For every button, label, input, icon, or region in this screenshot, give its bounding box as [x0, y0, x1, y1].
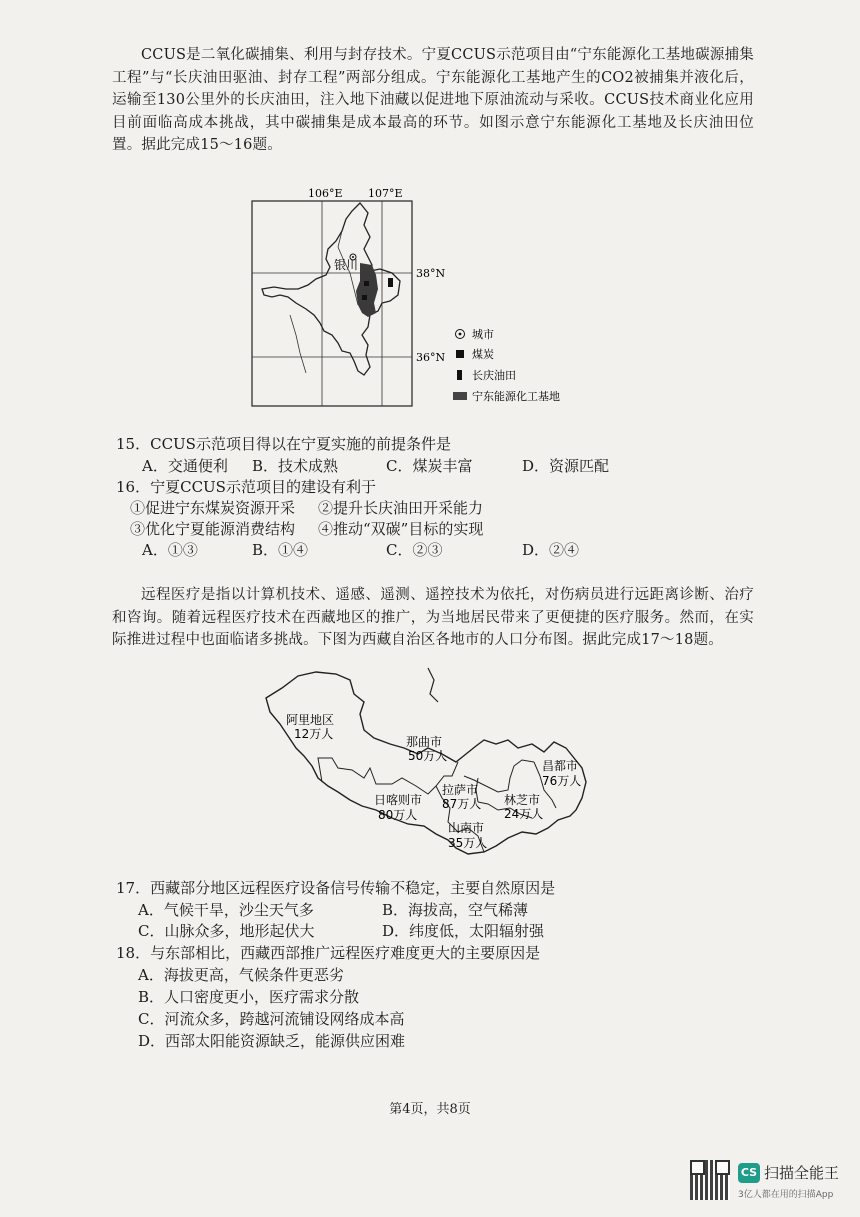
region-lhokha-name: 山南市 — [448, 821, 485, 835]
q18-option-a[interactable]: A．海拔更高，气候条件更恶劣 — [138, 966, 344, 984]
q17-stem: 17．西藏部分地区远程医疗设备信号传输不稳定，主要自然原因是 — [116, 879, 556, 897]
q16-option-d[interactable]: D．②④ — [522, 541, 580, 559]
region-chamdo-pop: 76万人 — [542, 774, 582, 788]
qr-code-icon — [690, 1160, 730, 1200]
q17-option-c[interactable]: C．山脉众多，地形起伏大 — [138, 922, 315, 940]
tibet-population-map — [252, 658, 602, 858]
q15-option-c[interactable]: C．煤炭丰富 — [386, 457, 473, 475]
coal-symbol — [364, 281, 369, 286]
legend-coal-icon — [456, 350, 464, 358]
region-ngari-name: 阿里地区 — [286, 713, 335, 727]
region-chamdo-name: 昌都市 — [542, 759, 579, 773]
legend-oilfield-label: 长庆油田 — [472, 369, 516, 382]
q15-option-a[interactable]: A．交通便利 — [142, 457, 228, 475]
q17-option-a[interactable]: A．气候干旱，沙尘天气多 — [138, 901, 314, 919]
legend-oilfield-icon — [457, 370, 462, 380]
passage-telemedicine-text: 远程医疗是指以计算机技术、遥感、遥测、遥控技术为依托，对伤病员进行远距离诊断、治疗和咨询。随着远程医疗技术在西藏地区的推广，为当地居民带来了更便捷的医疗服务。然而，在实际推进过程中也面临诸多挑战。下图为西藏自治区各地市的人口分布图。据此完成17～18题。 — [112, 587, 754, 648]
camscanner-tagline: 3亿人都在用的扫描App — [738, 1190, 834, 1200]
coal-symbol — [362, 295, 367, 300]
yinchuan-label: 银川 — [334, 258, 359, 272]
q16-statement-2: ②提升长庆油田开采能力 — [318, 499, 484, 517]
map-frame — [252, 201, 412, 406]
q15-option-b[interactable]: B．技术成熟 — [252, 457, 339, 475]
q18-option-c[interactable]: C．河流众多，跨越河流铺设网络成本高 — [138, 1010, 405, 1028]
legend-base-icon — [453, 392, 467, 400]
lat-38-label: 38°N — [416, 267, 446, 280]
legend-base-label: 宁东能源化工基地 — [472, 390, 560, 403]
q16-option-a[interactable]: A．①③ — [142, 541, 198, 559]
ningdong-base-area — [356, 263, 378, 317]
q16-statement-1: ①促进宁东煤炭资源开采 — [130, 499, 296, 517]
scanner-watermark — [690, 1160, 850, 1204]
passage-telemedicine — [112, 584, 754, 652]
q18-option-d[interactable]: D．西部太阳能资源缺乏，能源供应困难 — [138, 1032, 406, 1050]
ningxia-outline — [262, 203, 400, 375]
q18-stem: 18．与东部相比，西藏西部推广远程医疗难度更大的主要原因是 — [116, 944, 541, 962]
region-lhasa-name: 拉萨市 — [442, 783, 479, 797]
q16-stem: 16．宁夏CCUS示范项目的建设有利于 — [116, 478, 376, 496]
region-nyingchi-pop: 24万人 — [504, 807, 544, 821]
q16-statement-3: ③优化宁夏能源消费结构 — [130, 520, 296, 538]
region-lhasa-pop: 87万人 — [442, 797, 482, 811]
lat-36-label: 36°N — [416, 351, 446, 364]
lon-107-label: 107°E — [368, 187, 403, 200]
passage-ccus — [112, 44, 754, 157]
q15-stem: 15．CCUS示范项目得以在宁夏实施的前提条件是 — [116, 435, 451, 453]
passage-ccus-text: CCUS是二氧化碳捕集、利用与封存技术。宁夏CCUS示范项目由“宁东能源化工基地碳源捕集工程”与“长庆油田驱油、封存工程”两部分组成。宁东能源化工基地产生的CO2被捕集并液化后，运输至130公里外的长庆油田，注入地下油藏以促进地下原油流动与采收。CCUS技术商业化应用目前面临高成本挑战，其中碳捕集是成本最高的环节。如图示意宁东能源化工基地及长庆油田位置。据此完成15～16题。 — [112, 47, 754, 153]
region-nagqu-pop: 50万人 — [408, 749, 448, 763]
region-ngari-pop: 12万人 — [294, 727, 334, 741]
legend-coal-label: 煤炭 — [472, 348, 494, 361]
q18-option-b[interactable]: B．人口密度更小，医疗需求分散 — [138, 988, 360, 1006]
q16-statement-4: ④推动“双碳”目标的实现 — [318, 520, 484, 538]
river-south — [290, 315, 306, 373]
region-shigatse-pop: 80万人 — [378, 808, 418, 822]
oilfield-symbol — [388, 278, 393, 287]
q16-option-c[interactable]: C．②③ — [386, 541, 443, 559]
region-nyingchi-name: 林芝市 — [504, 793, 541, 807]
camscanner-logo-icon: CS — [738, 1163, 760, 1183]
q15-option-d[interactable]: D．资源匹配 — [522, 457, 610, 475]
region-lhokha-pop: 35万人 — [448, 836, 488, 850]
camscanner-name: 扫描全能王 — [764, 1164, 840, 1182]
tibet-outline — [266, 672, 586, 854]
q17-option-b[interactable]: B．海拔高，空气稀薄 — [382, 901, 529, 919]
ningdong-map — [250, 185, 580, 410]
region-nagqu-name: 那曲市 — [406, 735, 443, 749]
q16-option-b[interactable]: B．①④ — [252, 541, 309, 559]
region-shigatse-name: 日喀则市 — [374, 793, 423, 807]
q17-option-d[interactable]: D．纬度低，太阳辐射强 — [382, 922, 545, 940]
page-number: 第4页，共8页 — [389, 1102, 471, 1117]
legend-city-label: 城市 — [472, 328, 494, 341]
lon-106-label: 106°E — [308, 187, 343, 200]
